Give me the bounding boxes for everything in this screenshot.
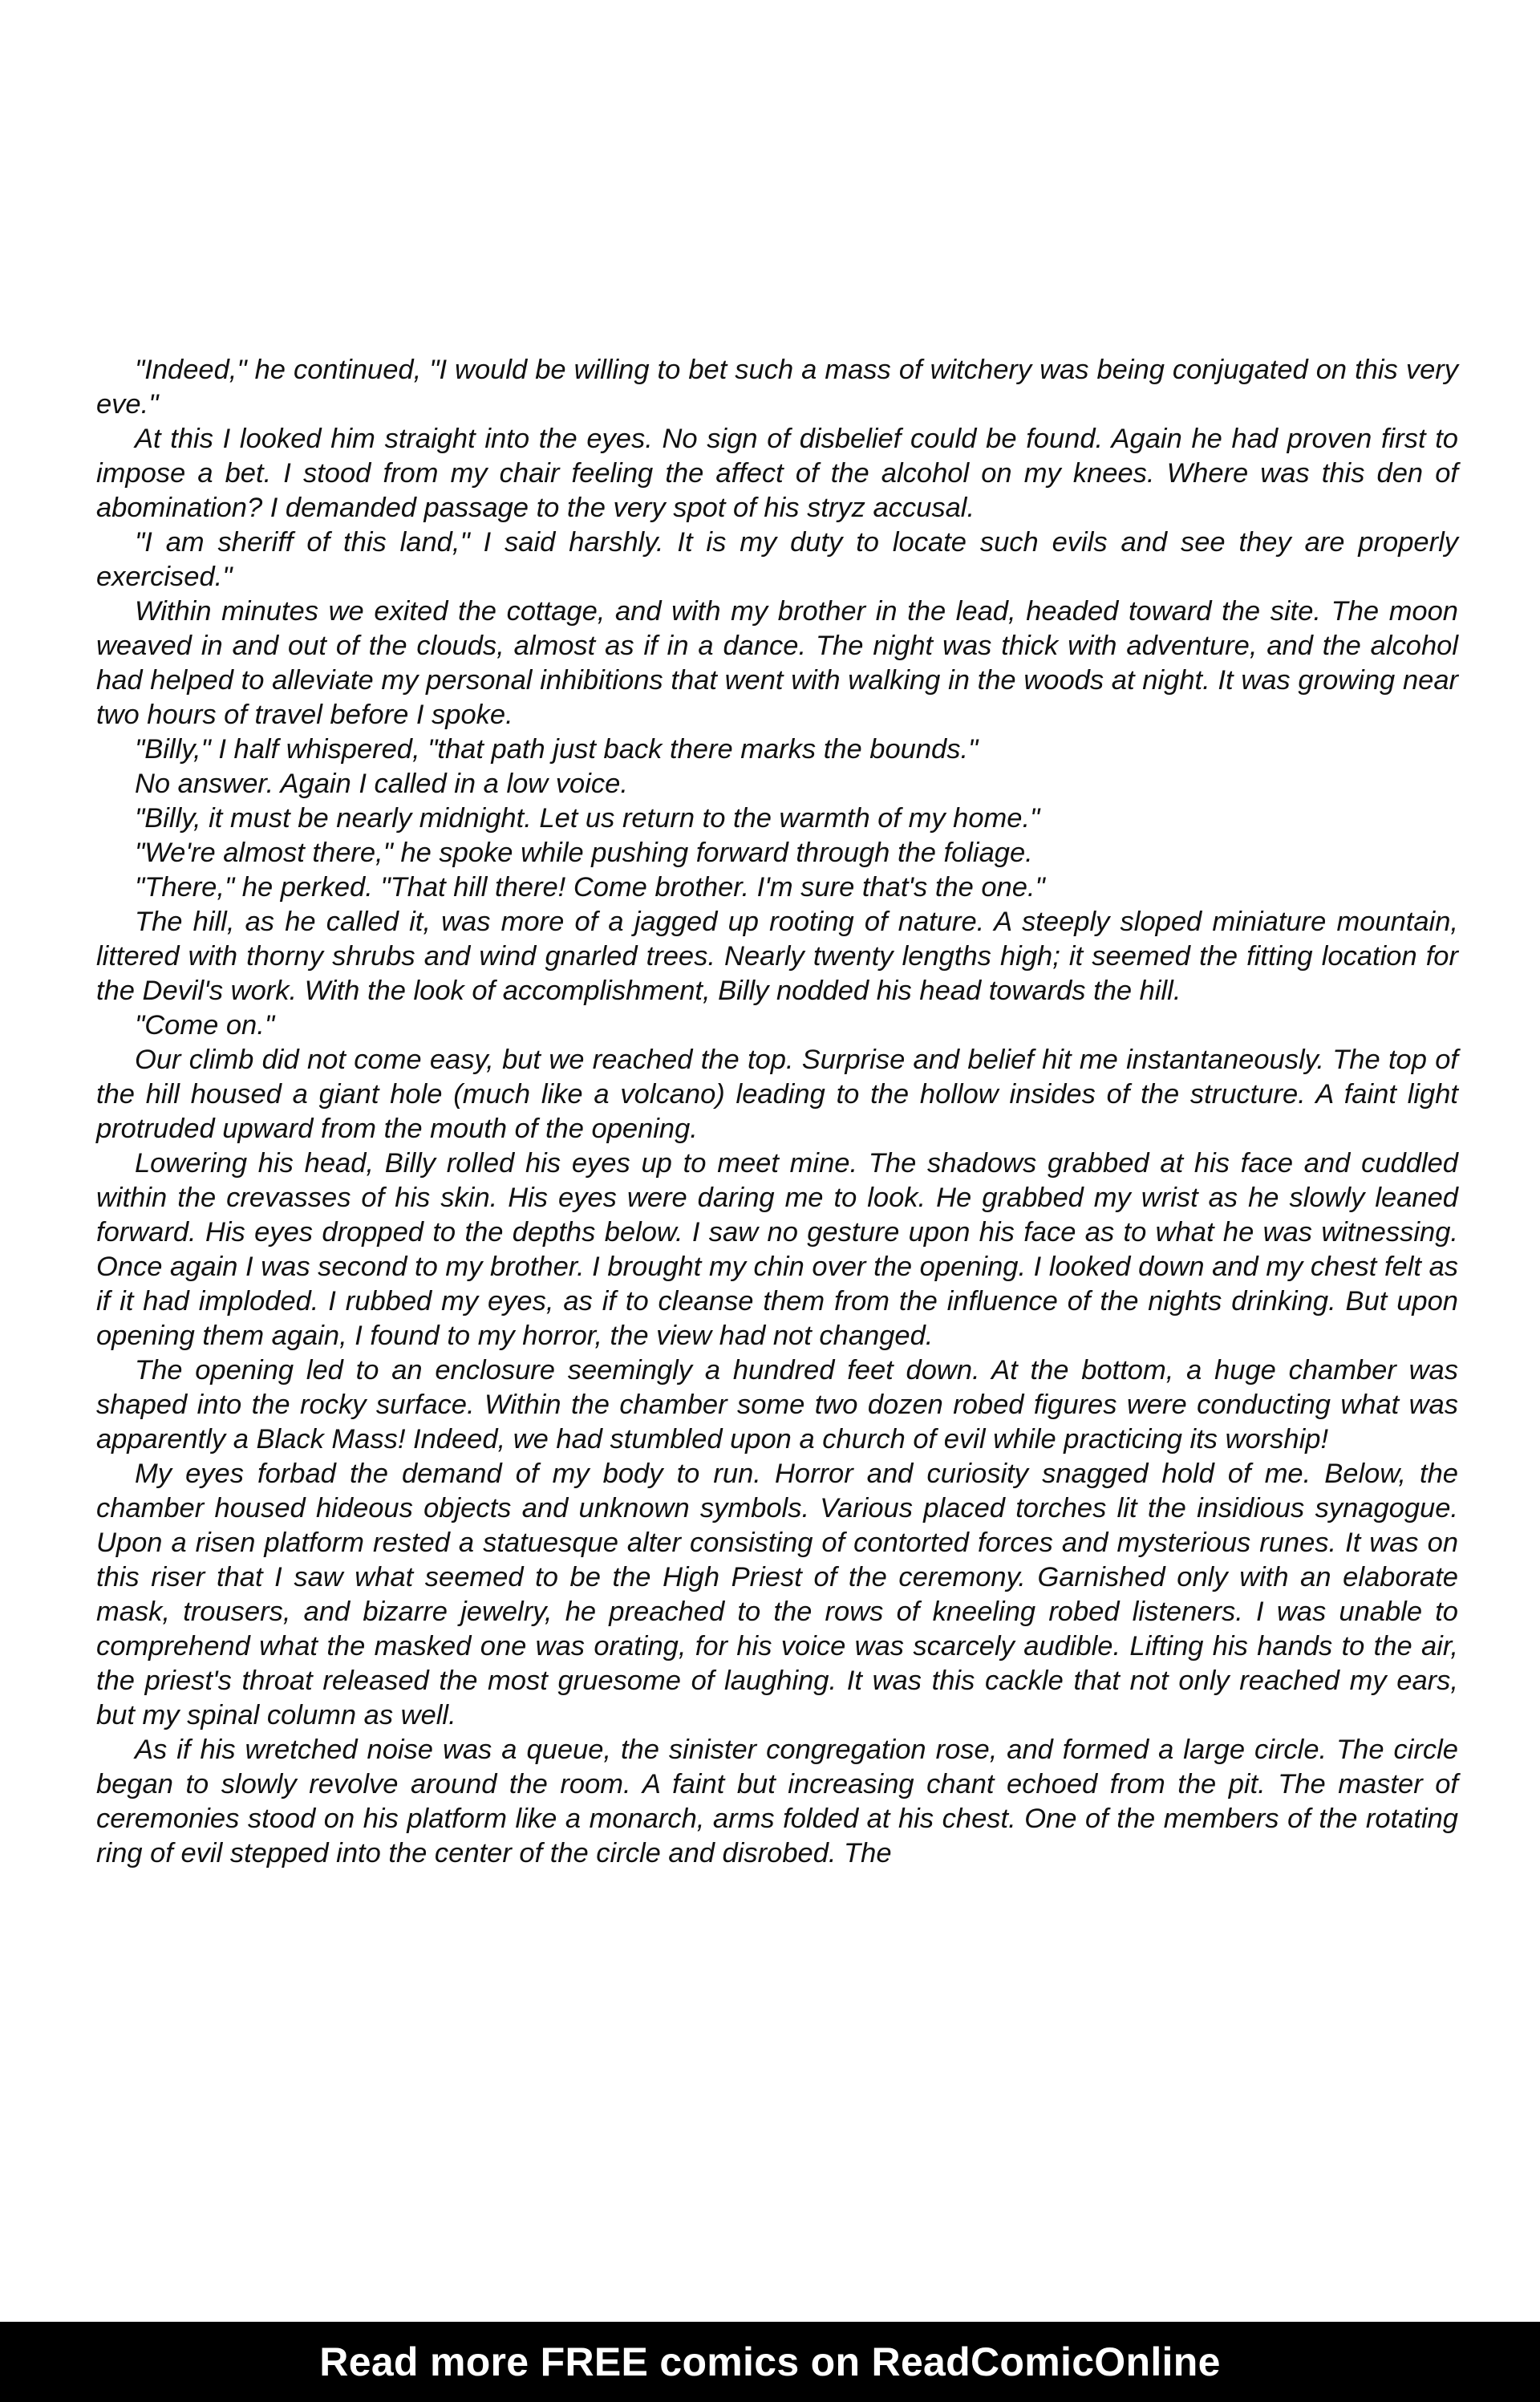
paragraph: No answer. Again I called in a low voice. <box>135 769 628 799</box>
paragraph: "Billy," I half whispered, "that path just back there marks the bounds." <box>135 734 979 765</box>
paragraph: "Billy, it must be nearly midnight. Let us return to the warmth of my home." <box>135 803 1040 834</box>
paragraph: Our climb did not come easy, but we reached the top. Surprise and belief hit me instantaneously. The top of the hill housed a giant hole (much like a volcano) leading to the hollow insides of the structure. A faint light protruded upward from the mouth of the opening. <box>96 1045 1458 1144</box>
paragraph: Lowering his head, Billy rolled his eyes up to meet mine. The shadows grabbed at his face and cuddled within the crevasses of his skin. His eyes were daring me to look. He grabbed my wrist as he slowly leaned forward. His eyes dropped to the depths below. I saw no gesture upon his face as to what he was witnessing. Once again I was second to my brother. I brought my chin over the opening. I looked down and my chest felt as if it had imploded. I rubbed my eyes, as if to cleanse them from the influence of the nights drinking. But upon opening them again, I found to my horror, the view had not changed. <box>96 1148 1458 1351</box>
promo-footer-bar <box>0 2322 1540 2402</box>
paragraph: The opening led to an enclosure seemingly a hundred feet down. At the bottom, a huge chamber was shaped into the rocky surface. Within the chamber some two dozen robed figures were conducting what was apparently a Black Mass! Indeed, we had stumbled upon a church of evil while practicing its worship! <box>96 1355 1458 1455</box>
read-more-link[interactable]: Read more FREE comics on ReadComicOnline <box>319 2339 1221 2384</box>
paragraph: "I am sheriff of this land," I said harshly. It is my duty to locate such evils and see they are properly exercised." <box>96 527 1458 592</box>
paragraph: "We're almost there," he spoke while pushing forward through the foliage. <box>135 838 1033 868</box>
story-text <box>96 353 1458 1871</box>
paragraph: My eyes forbad the demand of my body to run. Horror and curiosity snagged hold of me. Below, the chamber housed hideous objects and unknown symbols. Various placed torches lit the insidious synagogue. Upon a risen platform rested a statuesque alter consisting of contorted forces and mysterious runes. It was on this riser that I saw what seemed to be the High Priest of the ceremony. Garnished only with an elaborate mask, trousers, and bizarre jewelry, he preached to the rows of kneeling robed listeners. I was unable to comprehend what the masked one was orating, for his voice was scarcely audible. Lifting his hands to the air, the priest's throat released the most gruesome of laughing. It was this cackle that not only reached my ears, but my spinal column as well. <box>96 1459 1458 1730</box>
paragraph: As if his wretched noise was a queue, the sinister congregation rose, and formed a large circle. The circle began to slowly revolve around the room. A faint but increasing chant echoed from the pit. The master of ceremonies stood on his platform like a monarch, arms folded at his chest. One of the members of the rotating ring of evil stepped into the center of the circle and disrobed. The <box>96 1735 1458 1868</box>
paragraph: The hill, as he called it, was more of a jagged up rooting of nature. A steeply sloped miniature mountain, littered with thorny shrubs and wind gnarled trees. Nearly twenty lengths high; it seemed the fitting location for the Devil's work. With the look of accomplishment, Billy nodded his head towards the hill. <box>96 907 1458 1006</box>
paragraph: "There," he perked. "That hill there! Come brother. I'm sure that's the one." <box>135 872 1045 903</box>
paragraph: Within minutes we exited the cottage, and with my brother in the lead, headed toward the site. The moon weaved in and out of the clouds, almost as if in a dance. The night was thick with adventure, and the alcohol had helped to alleviate my personal inhibitions that went with walking in the woods at night. It was growing near two hours of travel before I spoke. <box>96 596 1458 730</box>
paragraph: "Come on." <box>135 1010 275 1041</box>
paragraph: "Indeed," he continued, "I would be willing to bet such a mass of witchery was being conjugated on this very eve." <box>96 355 1458 420</box>
paragraph: At this I looked him straight into the eyes. No sign of disbelief could be found. Again he had proven first to impose a bet. I stood from my chair feeling the affect of the alcohol on my knees. Where was this den of abomination? I demanded passage to the very spot of his stryz accusal. <box>96 424 1458 523</box>
